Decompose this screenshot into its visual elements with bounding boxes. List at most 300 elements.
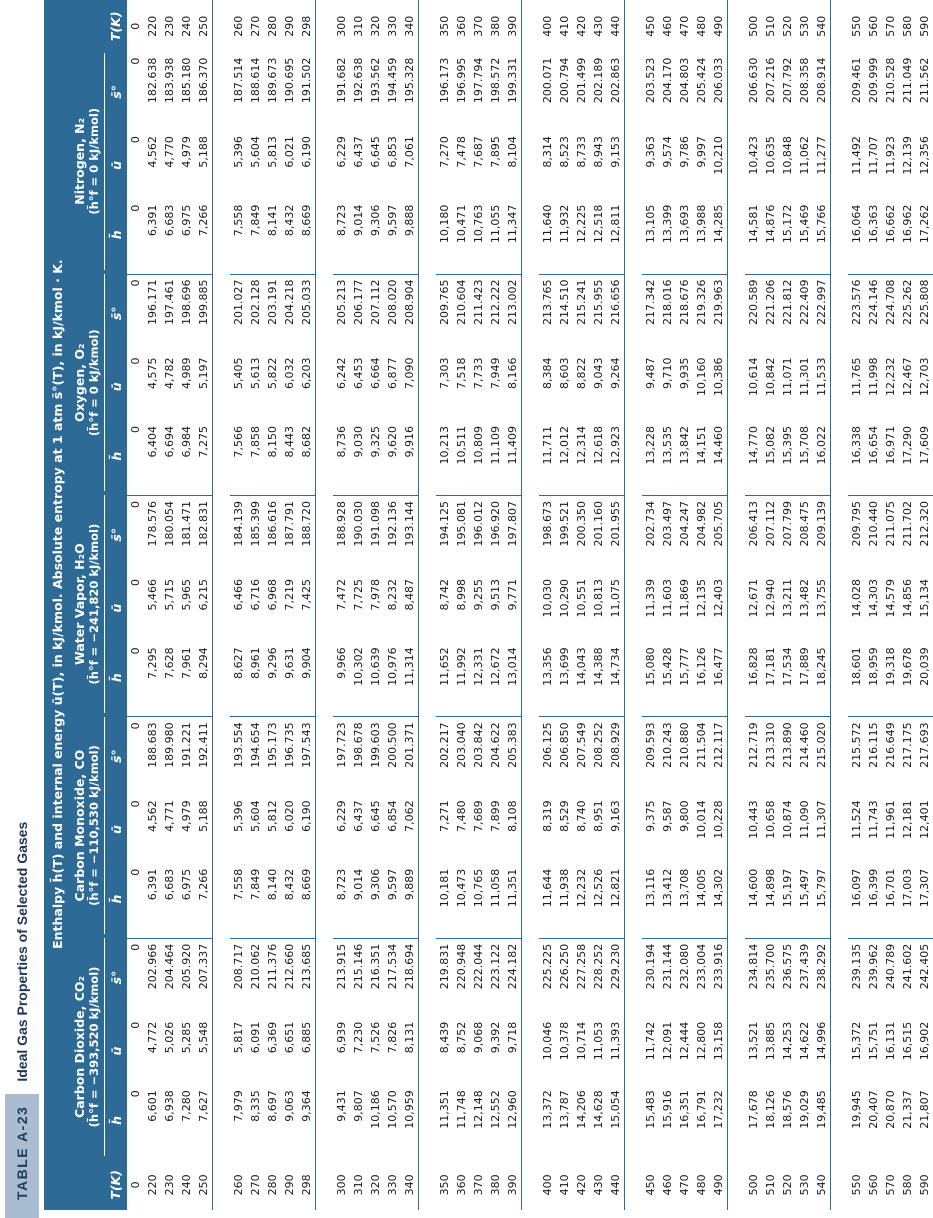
value-cell: 10,386 xyxy=(712,357,725,397)
temp-cell-left: 470 xyxy=(678,1174,691,1196)
value-cell: 12,401 xyxy=(918,800,931,839)
value-cell: 8,627 xyxy=(232,647,245,679)
value-cell: 12,671 xyxy=(747,578,760,618)
value-cell: 213.002 xyxy=(506,279,519,326)
value-cell: 7,518 xyxy=(455,357,468,390)
temp-cell-left: 510 xyxy=(764,1174,777,1196)
value-cell: 12,225 xyxy=(575,204,588,244)
value-cell: 15,497 xyxy=(798,868,811,908)
value-cell: 199.885 xyxy=(197,279,210,326)
value-cell: 14,460 xyxy=(712,425,725,465)
value-cell: 12,403 xyxy=(712,578,725,618)
value-cell: 9,587 xyxy=(661,800,674,832)
value-cell: 207.337 xyxy=(197,943,210,990)
value-cell: 19,029 xyxy=(798,1090,811,1129)
temp-cell-right: 480 xyxy=(695,15,708,37)
value-cell: 11,711 xyxy=(541,425,554,465)
value-cell: 190.030 xyxy=(352,500,365,547)
table-row xyxy=(350,0,367,1210)
value-cell: 8,723 xyxy=(335,868,348,901)
value-cell: 16,971 xyxy=(884,425,897,465)
gas-name: Carbon Monoxide, CO xyxy=(72,749,87,902)
value-cell: 232.080 xyxy=(678,943,691,990)
value-cell: 16,828 xyxy=(747,647,760,686)
value-cell: 224.182 xyxy=(506,943,519,990)
value-cell: 194.654 xyxy=(249,722,262,768)
value-cell: 211.376 xyxy=(266,943,279,990)
value-cell: 9,014 xyxy=(352,868,365,901)
value-cell: 196.995 xyxy=(455,57,468,104)
value-cell: 210.243 xyxy=(661,722,674,768)
value-cell: 5,466 xyxy=(146,578,159,611)
value-cell: 8,742 xyxy=(438,578,451,611)
value-cell: 229.230 xyxy=(609,943,622,990)
value-cell: 5,197 xyxy=(197,357,210,390)
temp-cell-left: 500 xyxy=(747,1174,760,1196)
value-cell: 9,597 xyxy=(386,204,399,237)
value-cell: 10,443 xyxy=(747,800,760,839)
value-cell: 7,826 xyxy=(386,1021,399,1054)
value-cell: 19,945 xyxy=(850,1090,863,1129)
value-cell: 209.593 xyxy=(644,722,657,768)
value-cell: 199.331 xyxy=(506,57,519,104)
value-cell: 187.514 xyxy=(232,57,245,104)
gas-formation-enthalpy: (h̄°f = −393,520 kJ/kmol) xyxy=(87,966,101,1128)
value-cell: 13,482 xyxy=(798,578,811,618)
value-cell: 209.461 xyxy=(850,57,863,104)
value-cell: 195.328 xyxy=(403,57,416,104)
value-cell: 7,979 xyxy=(232,1090,245,1122)
temp-cell-left: 560 xyxy=(867,1174,880,1196)
value-cell: 8,603 xyxy=(558,357,571,390)
value-cell: 11,998 xyxy=(867,357,880,397)
value-cell: 7,849 xyxy=(249,868,262,901)
gas-name: Nitrogen, N₂ xyxy=(72,117,87,205)
value-cell: 12,526 xyxy=(592,868,605,908)
group-divider xyxy=(213,0,231,1210)
value-cell: 207.792 xyxy=(781,57,794,104)
value-cell: 194.459 xyxy=(386,57,399,104)
value-cell: 7,566 xyxy=(232,425,245,458)
value-cell: 11,652 xyxy=(438,647,451,686)
value-cell: 14,622 xyxy=(798,1021,811,1061)
value-cell: 8,108 xyxy=(506,800,519,832)
value-cell: 198.696 xyxy=(180,279,193,326)
value-cell: 13,412 xyxy=(661,868,674,908)
value-cell: 12,923 xyxy=(609,425,622,465)
value-cell: 201.955 xyxy=(609,500,622,547)
value-cell: 7,270 xyxy=(438,136,451,168)
value-cell: 6,190 xyxy=(300,800,313,832)
temp-cell-left: 340 xyxy=(403,1174,416,1196)
temp-cell-right: 470 xyxy=(678,15,691,37)
value-cell: 15,054 xyxy=(609,1090,622,1129)
value-cell: 214.510 xyxy=(558,279,571,326)
value-cell: 220.589 xyxy=(747,279,760,326)
temp-cell-right: 270 xyxy=(249,15,262,37)
value-cell: 206.630 xyxy=(747,57,760,104)
temp-cell-left: 260 xyxy=(232,1174,245,1196)
value-cell: 6,032 xyxy=(283,357,296,390)
value-cell: 13,158 xyxy=(712,1021,725,1061)
value-cell: 7,899 xyxy=(489,800,502,832)
table-row xyxy=(470,0,487,1210)
value-cell: 203.842 xyxy=(472,722,485,768)
value-cell: 8,736 xyxy=(335,425,348,458)
value-cell: 16,338 xyxy=(850,425,863,465)
value-cell: 4,979 xyxy=(180,136,193,168)
temp-cell-left: 400 xyxy=(541,1174,554,1196)
value-cell: 8,443 xyxy=(283,425,296,458)
value-cell: 17,181 xyxy=(764,647,777,686)
value-cell: 211.075 xyxy=(884,500,897,547)
value-cell: 11,351 xyxy=(506,868,519,908)
temp-cell-left: 290 xyxy=(283,1174,296,1196)
value-cell: 7,061 xyxy=(403,136,416,168)
value-cell: 6,938 xyxy=(163,1090,176,1122)
value-cell: 13,708 xyxy=(678,868,691,908)
value-cell: 10,302 xyxy=(352,647,365,686)
col-header-u: ū xyxy=(105,574,128,642)
value-cell: 203.523 xyxy=(644,57,657,104)
value-cell: 14,206 xyxy=(575,1090,588,1129)
value-cell: 8,439 xyxy=(438,1021,451,1054)
value-cell: 8,951 xyxy=(592,800,605,832)
value-cell: 12,518 xyxy=(592,204,605,244)
value-cell: 11,707 xyxy=(867,136,880,175)
table-row xyxy=(607,0,625,1210)
value-cell: 16,399 xyxy=(867,868,880,908)
table-row xyxy=(745,0,762,1210)
value-cell: 9,043 xyxy=(592,357,605,390)
value-cell: 239.135 xyxy=(850,943,863,990)
value-cell: 7,978 xyxy=(369,578,382,611)
value-cell: 7,266 xyxy=(197,868,210,901)
value-cell: 15,372 xyxy=(850,1021,863,1061)
value-cell: 4,989 xyxy=(180,357,193,390)
value-cell: 6,853 xyxy=(386,136,399,168)
value-cell: 11,053 xyxy=(592,1021,605,1061)
value-cell: 188.683 xyxy=(146,722,159,768)
value-cell: 9,807 xyxy=(352,1090,365,1122)
value-cell: 5,812 xyxy=(266,800,279,832)
table-row xyxy=(144,0,161,1210)
value-cell: 201.371 xyxy=(403,722,416,768)
value-cell: 202.734 xyxy=(644,500,657,547)
temp-header-left: T(K) xyxy=(105,1160,128,1210)
value-cell: 12,012 xyxy=(558,425,571,465)
value-cell: 17,232 xyxy=(712,1090,725,1129)
temp-cell-left: 490 xyxy=(712,1174,725,1196)
value-cell: 14,876 xyxy=(764,204,777,244)
table-row xyxy=(779,0,796,1210)
value-cell: 7,858 xyxy=(249,425,262,458)
table-caption xyxy=(0,0,44,1218)
value-cell: 0 xyxy=(129,578,142,586)
value-cell: 5,548 xyxy=(197,1021,210,1054)
value-cell: 207.799 xyxy=(781,500,794,547)
value-cell: 11,644 xyxy=(541,868,554,908)
temp-cell-right: 298 xyxy=(300,15,313,37)
value-cell: 10,213 xyxy=(438,425,451,465)
value-cell: 13,535 xyxy=(661,425,674,465)
value-cell: 12,135 xyxy=(695,578,708,618)
value-cell: 5,813 xyxy=(266,136,279,168)
table-row xyxy=(642,0,659,1210)
value-cell: 11,640 xyxy=(541,204,554,244)
temp-cell-right: 240 xyxy=(180,15,193,37)
col-header-s: s̄° xyxy=(105,938,128,1017)
value-cell: 6,229 xyxy=(335,800,348,832)
value-cell: 12,821 xyxy=(609,868,622,908)
value-cell: 238.292 xyxy=(815,943,828,990)
value-cell: 210.528 xyxy=(884,57,897,104)
value-cell: 190.695 xyxy=(283,57,296,104)
value-cell: 8,723 xyxy=(335,204,348,237)
value-cell: 198.572 xyxy=(489,57,502,104)
value-cell: 211.504 xyxy=(695,722,708,768)
value-cell: 5,715 xyxy=(163,578,176,611)
value-cell: 178.576 xyxy=(146,500,159,547)
value-cell: 9,163 xyxy=(609,800,622,832)
table-body xyxy=(127,0,933,1210)
value-cell: 206.033 xyxy=(712,57,725,104)
temp-cell-left: 280 xyxy=(266,1174,279,1196)
value-cell: 185.180 xyxy=(180,57,193,104)
value-cell: 10,046 xyxy=(541,1021,554,1061)
temp-cell-left: 410 xyxy=(558,1174,571,1196)
value-cell: 0 xyxy=(129,722,142,730)
value-cell: 19,485 xyxy=(815,1090,828,1129)
temp-cell-left: 430 xyxy=(592,1174,605,1196)
value-cell: 224.708 xyxy=(884,279,897,326)
value-cell: 185.399 xyxy=(249,500,262,547)
value-cell: 6,968 xyxy=(266,578,279,611)
value-cell: 189.980 xyxy=(163,722,176,768)
value-cell: 10,181 xyxy=(438,868,451,908)
value-cell: 240.789 xyxy=(884,943,897,990)
temp-cell-left: 520 xyxy=(781,1174,794,1196)
value-cell: 199.603 xyxy=(369,722,382,768)
value-cell: 15,708 xyxy=(798,425,811,465)
value-cell: 6,651 xyxy=(283,1021,296,1054)
value-cell: 9,771 xyxy=(506,578,519,611)
temp-cell-right: 510 xyxy=(764,15,777,37)
temp-cell-left: 240 xyxy=(180,1174,193,1196)
value-cell: 9,997 xyxy=(695,136,708,168)
value-cell: 12,091 xyxy=(661,1021,674,1061)
value-cell: 202.217 xyxy=(438,722,451,768)
value-cell: 10,765 xyxy=(472,868,485,908)
value-cell: 8,529 xyxy=(558,800,571,832)
value-cell: 10,976 xyxy=(386,647,399,686)
value-cell: 218.016 xyxy=(661,279,674,326)
table-row xyxy=(710,0,728,1210)
value-cell: 206.125 xyxy=(541,722,554,768)
value-cell: 225.262 xyxy=(901,279,914,326)
value-cell: 15,395 xyxy=(781,425,794,465)
value-cell: 17,290 xyxy=(901,425,914,465)
temp-cell-right: 320 xyxy=(369,15,382,37)
value-cell: 188.928 xyxy=(335,500,348,547)
value-cell: 8,141 xyxy=(266,204,279,237)
value-cell: 192.136 xyxy=(386,500,399,547)
value-cell: 212.117 xyxy=(712,722,725,768)
value-cell: 197.794 xyxy=(472,57,485,104)
value-cell: 13,105 xyxy=(644,204,657,244)
value-cell: 6,601 xyxy=(146,1090,159,1122)
value-cell: 13,693 xyxy=(678,204,691,244)
value-cell: 9,513 xyxy=(489,578,502,611)
value-cell: 21,337 xyxy=(901,1090,914,1129)
value-cell: 20,870 xyxy=(884,1090,897,1129)
table-row xyxy=(676,0,693,1210)
temp-cell-right: 550 xyxy=(850,15,863,37)
temp-cell-left: 300 xyxy=(335,1174,348,1196)
gas-formation-enthalpy: (h̄°f = −241,820 kJ/kmol) xyxy=(87,523,101,685)
value-cell: 10,030 xyxy=(541,578,554,618)
value-cell: 7,271 xyxy=(438,800,451,832)
value-cell: 12,552 xyxy=(489,1090,502,1129)
temp-cell-left: 380 xyxy=(489,1174,502,1196)
value-cell: 11,055 xyxy=(489,204,502,244)
value-cell: 0 xyxy=(129,1021,142,1029)
value-cell: 11,393 xyxy=(609,1021,622,1061)
value-cell: 186.616 xyxy=(266,500,279,547)
value-cell: 15,751 xyxy=(867,1021,880,1061)
value-cell: 8,166 xyxy=(506,357,519,390)
value-cell: 14,996 xyxy=(815,1021,828,1061)
value-cell: 10,658 xyxy=(764,800,777,839)
value-cell: 16,902 xyxy=(918,1021,931,1061)
value-cell: 0 xyxy=(129,943,142,951)
value-cell: 191.098 xyxy=(369,500,382,547)
table-row xyxy=(556,0,573,1210)
value-cell: 211.049 xyxy=(901,57,914,104)
value-cell: 7,480 xyxy=(455,800,468,832)
value-cell: 5,817 xyxy=(232,1021,245,1054)
table-row xyxy=(796,0,813,1210)
temp-cell-left: 450 xyxy=(644,1174,657,1196)
value-cell: 7,895 xyxy=(489,136,502,168)
value-cell: 212.660 xyxy=(283,943,296,990)
value-cell: 11,409 xyxy=(506,425,519,465)
value-cell: 8,752 xyxy=(455,1021,468,1054)
value-cell: 17,678 xyxy=(747,1090,760,1129)
value-cell: 204.218 xyxy=(283,279,296,326)
gas-formation-enthalpy: (h̄°f = 0 kJ/kmol) xyxy=(87,329,101,437)
value-cell: 196.920 xyxy=(489,500,502,547)
value-cell: 9,710 xyxy=(661,357,674,390)
value-cell: 8,998 xyxy=(455,578,468,611)
value-cell: 9,255 xyxy=(472,578,485,611)
value-cell: 13,399 xyxy=(661,204,674,244)
value-cell: 11,603 xyxy=(661,578,674,618)
value-cell: 10,186 xyxy=(369,1090,382,1129)
value-cell: 14,302 xyxy=(712,868,725,908)
temp-cell-right: 260 xyxy=(232,15,245,37)
value-cell: 12,232 xyxy=(884,357,897,397)
value-cell: 8,319 xyxy=(541,800,554,832)
value-cell: 9,631 xyxy=(283,647,296,679)
value-cell: 0 xyxy=(129,357,142,365)
value-cell: 12,703 xyxy=(918,357,931,397)
value-cell: 16,064 xyxy=(850,204,863,244)
temp-cell-right: 490 xyxy=(712,15,725,37)
value-cell: 8,232 xyxy=(386,578,399,611)
value-cell: 212.320 xyxy=(918,500,931,547)
value-cell: 210.880 xyxy=(678,722,691,768)
value-cell: 12,356 xyxy=(918,136,931,175)
value-cell: 20,039 xyxy=(918,647,931,686)
table-row xyxy=(401,0,419,1210)
temp-cell-left: 250 xyxy=(197,1174,210,1196)
value-cell: 8,131 xyxy=(403,1021,416,1054)
temp-cell-right: 460 xyxy=(661,15,674,37)
value-cell: 220.948 xyxy=(455,943,468,990)
value-cell: 10,160 xyxy=(695,357,708,397)
temp-cell-left: 220 xyxy=(146,1174,159,1196)
value-cell: 9,889 xyxy=(403,868,416,901)
value-cell: 12,672 xyxy=(489,647,502,686)
value-cell: 11,524 xyxy=(850,800,863,839)
value-cell: 12,314 xyxy=(575,425,588,465)
value-cell: 180.054 xyxy=(163,500,176,547)
temp-cell-left: 370 xyxy=(472,1174,485,1196)
value-cell: 4,771 xyxy=(163,800,176,832)
value-cell: 6,975 xyxy=(180,204,193,237)
value-cell: 8,384 xyxy=(541,357,554,390)
value-cell: 6,242 xyxy=(335,357,348,390)
gas-header-1 xyxy=(70,717,105,934)
temp-cell-left: 580 xyxy=(901,1174,914,1196)
value-cell: 218.694 xyxy=(403,943,416,990)
value-cell: 211.423 xyxy=(472,279,485,326)
value-cell: 7,266 xyxy=(197,204,210,237)
value-cell: 202.863 xyxy=(609,57,622,104)
table-row xyxy=(367,0,384,1210)
value-cell: 215.020 xyxy=(815,722,828,768)
value-cell: 10,471 xyxy=(455,204,468,244)
value-cell: 207.112 xyxy=(764,500,777,547)
value-cell: 6,885 xyxy=(300,1021,313,1054)
temp-cell-right: 330 xyxy=(386,15,399,37)
value-cell: 10,570 xyxy=(386,1090,399,1129)
value-cell: 16,515 xyxy=(901,1021,914,1061)
value-cell: 14,856 xyxy=(901,578,914,618)
value-cell: 11,869 xyxy=(678,578,691,618)
value-cell: 10,874 xyxy=(781,800,794,839)
gas-header-0 xyxy=(70,938,105,1155)
value-cell: 16,701 xyxy=(884,868,897,908)
value-cell: 223.122 xyxy=(489,943,502,990)
temp-cell-right: 360 xyxy=(455,15,468,37)
value-cell: 12,232 xyxy=(575,868,588,908)
temp-cell-left: 460 xyxy=(661,1174,674,1196)
value-cell: 9,431 xyxy=(335,1090,348,1122)
value-cell: 222.044 xyxy=(472,943,485,990)
value-cell: 7,303 xyxy=(438,357,451,390)
value-cell: 13,228 xyxy=(644,425,657,465)
value-cell: 13,521 xyxy=(747,1021,760,1061)
temp-cell-right: 370 xyxy=(472,15,485,37)
value-cell: 217.693 xyxy=(918,722,931,768)
value-cell: 11,748 xyxy=(455,1090,468,1129)
value-cell: 6,466 xyxy=(232,578,245,611)
value-cell: 193.562 xyxy=(369,57,382,104)
value-cell: 227.258 xyxy=(575,943,588,990)
value-cell: 16,962 xyxy=(901,204,914,244)
